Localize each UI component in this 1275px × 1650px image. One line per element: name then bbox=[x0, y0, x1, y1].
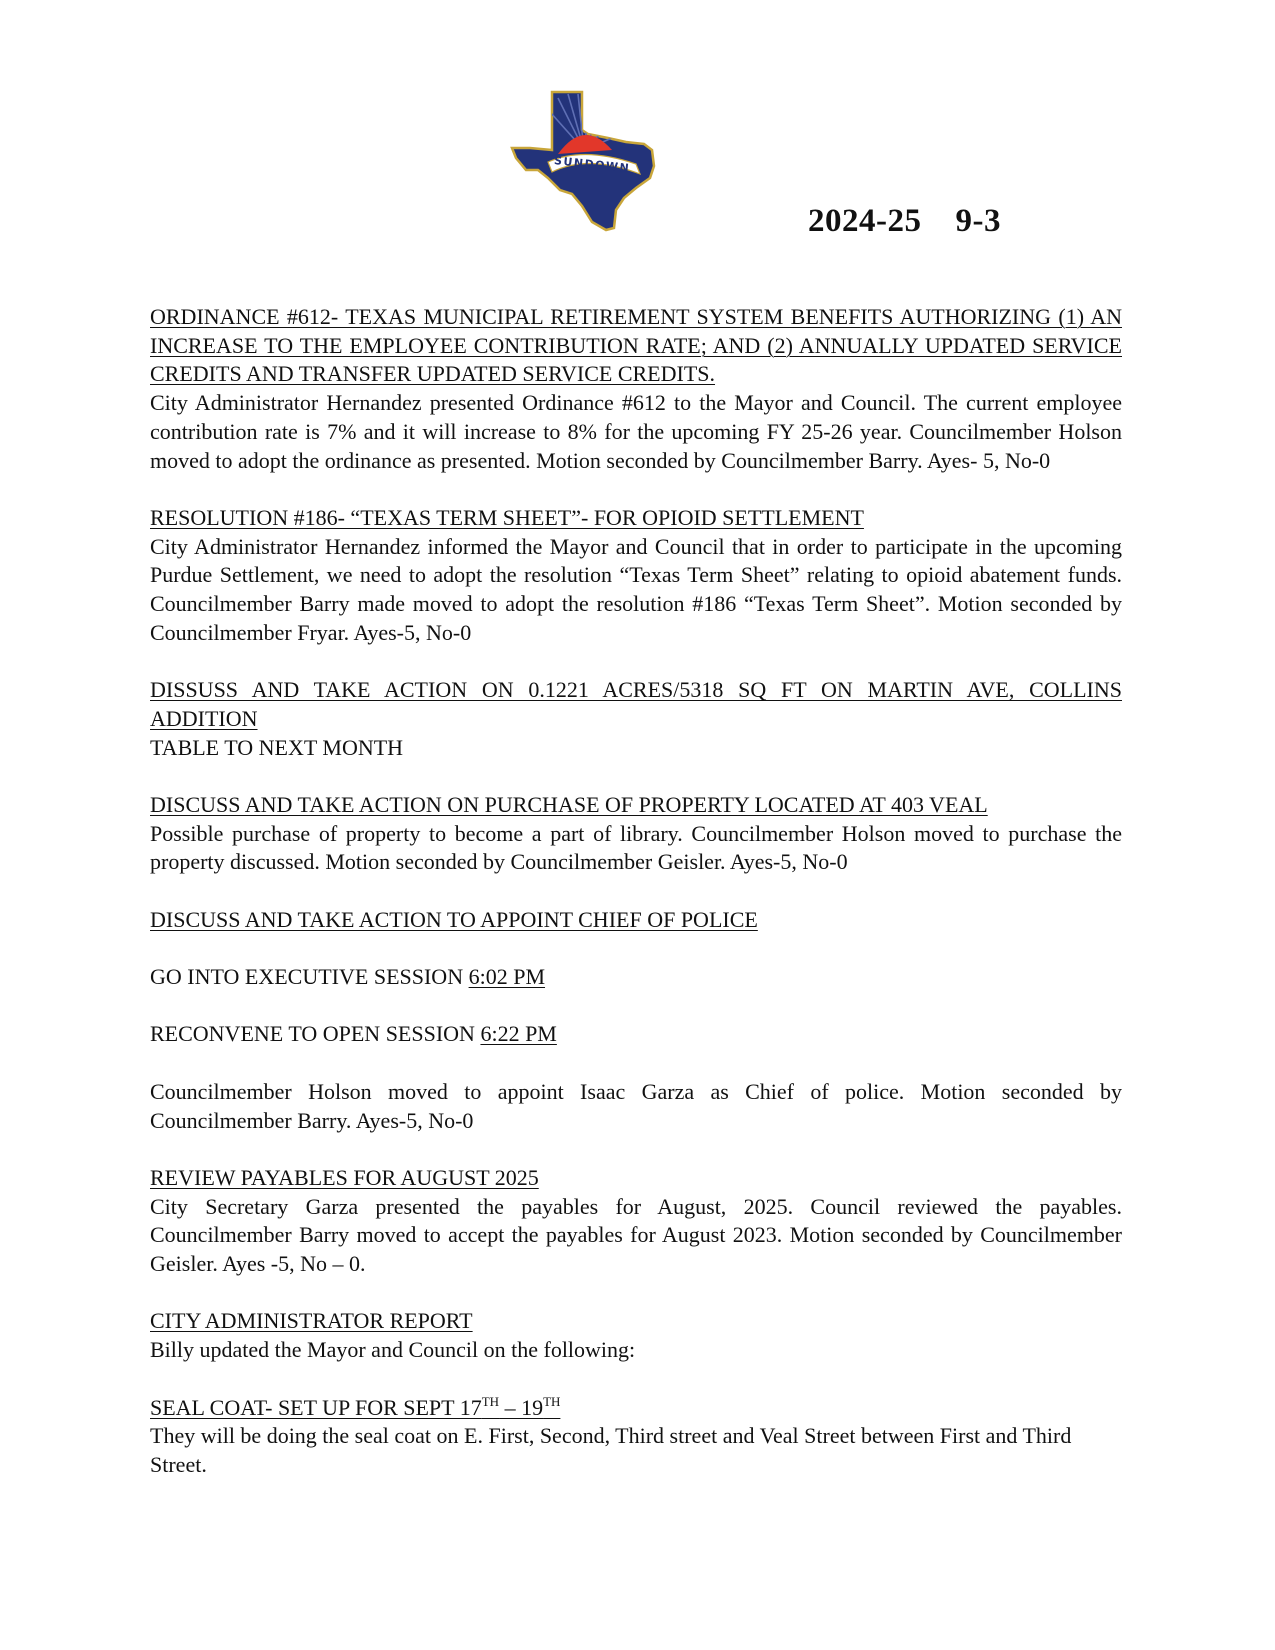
section-heading: DISSUSS AND TAKE ACTION ON 0.1221 ACRES/5318 SQ FT ON MARTIN AVE, COLLINS ADDITION bbox=[150, 677, 1122, 731]
minutes-body bbox=[150, 303, 1122, 1508]
section-heading: ORDINANCE #612- TEXAS MUNICIPAL RETIREMENT SYSTEM BENEFITS AUTHORIZING (1) AN INCREASE TO THE EMPLOYEE CONTRIBUTION RATE; AND (2) ANNUALLY UPDATED SERVICE CREDITS AND TRANSFER UPDATED SERVICE CREDITS. bbox=[150, 304, 1122, 387]
section-text: They will be doing the seal coat on E. First, Second, Third street and Veal Street between First and Third Street. bbox=[150, 1423, 1072, 1477]
section-text: Councilmember Holson moved to appoint Isaac Garza as Chief of police. Motion seconded by Councilmember Barry. Ayes-5, No-0 bbox=[150, 1078, 1122, 1133]
section-payables bbox=[150, 1164, 1122, 1279]
section-resolution-186 bbox=[150, 504, 1122, 648]
section-text: TABLE TO NEXT MONTH bbox=[150, 734, 404, 760]
session-label: RECONVENE TO OPEN SESSION bbox=[150, 1021, 475, 1047]
svg-text:SUNDOWN: SUNDOWN bbox=[553, 154, 631, 175]
section-text: City Administrator Hernandez informed the Mayor and Council that in order to participate in the upcoming Purdue Settlement, we need to adopt the resolution “Texas Term Sheet” relating to opioid abatement funds. Councilmember Barry made moved to adopt the resolution #186 “Texas Term Sheet”. Motion seconded by Councilmember Fryar. Ayes-5, No-0 bbox=[150, 533, 1122, 645]
section-heading: DISCUSS AND TAKE ACTION ON PURCHASE OF PROPERTY LOCATED AT 403 VEAL bbox=[150, 791, 988, 817]
section-403-veal bbox=[150, 791, 1122, 877]
section-reconvene bbox=[150, 1020, 1122, 1049]
fiscal-year: 2024-25 bbox=[808, 203, 922, 239]
section-administrator-report bbox=[150, 1307, 1122, 1364]
section-martin-ave bbox=[150, 676, 1122, 762]
section-chief-of-police bbox=[150, 906, 1122, 935]
section-seal-coat bbox=[150, 1394, 1122, 1480]
city-logo bbox=[508, 88, 672, 236]
section-heading: RESOLUTION #186- “TEXAS TERM SHEET”- FOR OPIOID SETTLEMENT bbox=[150, 504, 864, 530]
session-time: 6:02 PM bbox=[468, 964, 546, 990]
section-text: Billy updated the Mayor and Council on the following: bbox=[150, 1337, 636, 1363]
section-heading: SEAL COAT- SET UP FOR SEPT 17TH – 19TH bbox=[150, 1393, 561, 1420]
section-heading: CITY ADMINISTRATOR REPORT bbox=[150, 1308, 473, 1334]
section-ordinance-612 bbox=[150, 303, 1122, 475]
section-text: City Secretary Garza presented the payables for August, 2025. Council reviewed the payables. Councilmember Barry moved to accept the payables for August 2023. Motion seconded by Councilmember Geisler. Ayes -5, No – 0. bbox=[150, 1193, 1122, 1277]
session-time: 6:22 PM bbox=[480, 1021, 557, 1047]
texas-sundown-logo-icon bbox=[508, 88, 672, 236]
section-heading: DISCUSS AND TAKE ACTION TO APPOINT CHIEF OF POLICE bbox=[150, 906, 758, 932]
section-text: City Administrator Hernandez presented Ordinance #612 to the Mayor and Council. The current employee contribution rate is 7% and it will increase to 8% for the upcoming FY 25-26 year. Councilmember Holson moved to adopt the ordinance as presented. Motion seconded by Councilmember Barry. Ayes- 5, No-0 bbox=[150, 390, 1122, 473]
section-text: Possible purchase of property to become a part of library. Councilmember Holson moved to purchase the property discussed. Motion seconded by Councilmember Geisler. Ayes-5, No-0 bbox=[150, 820, 1122, 875]
section-executive-session bbox=[150, 963, 1122, 992]
section-appointment bbox=[150, 1078, 1122, 1135]
session-label: GO INTO EXECUTIVE SESSION bbox=[150, 964, 464, 990]
page-ref: 9-3 bbox=[955, 203, 1001, 239]
document-id bbox=[808, 203, 1001, 240]
section-heading: REVIEW PAYABLES FOR AUGUST 2025 bbox=[150, 1164, 539, 1190]
